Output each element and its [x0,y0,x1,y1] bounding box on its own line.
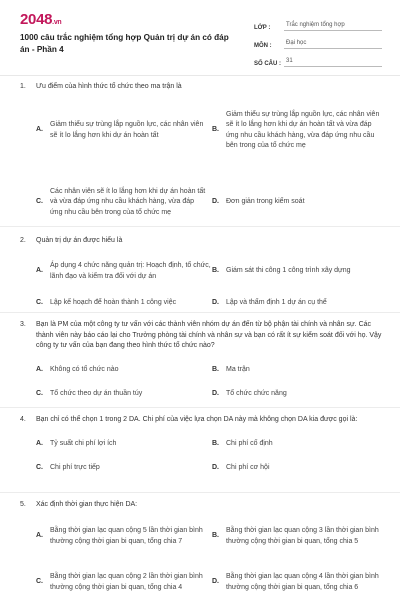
option-letter: A. [36,126,43,134]
option-text: Các nhân viên sẽ ít lo lắng hơn khi dự án hoàn tất và vừa đáp ứng nhu cầu khách hàng, vừa đáp ứng nhu cầu bên trong của tổ chức mẹ [50,187,206,216]
option-a[interactable] [36,519,212,555]
option-letter: D. [212,198,219,206]
document-title: 1000 câu trắc nghiệm tổng hợp Quản trị dự án có đáp án - Phần 4 [20,33,229,54]
question-text: Bạn chỉ có thể chọn 1 trong 2 DA. Chi phí của việc lựa chọn DA này mà không chọn DA kia được gọi là: [36,416,358,423]
options-group [20,360,382,410]
meta-row-subject [254,31,382,49]
option-d[interactable] [212,565,380,600]
question-5 [20,500,382,600]
option-letter: D. [212,578,219,586]
question-divider [0,226,400,227]
options-group [20,255,382,325]
question-3 [20,320,382,410]
option-letter: A. [36,366,43,374]
meta-label: SỐ CÂU : [254,61,281,67]
meta-value: Đại học [284,40,382,49]
option-text: Áp dụng 4 chức năng quản trị: Hoạch định, tổ chức, lãnh đạo và kiểm tra đối với dự án [50,262,211,280]
option-letter: C. [36,198,43,206]
meta-row-class [254,13,382,31]
meta-value: Trắc nghiệm tổng hợp [284,22,382,31]
question-number: 1. [20,83,26,90]
option-letter: B. [212,440,219,448]
option-letter: D. [212,299,219,307]
question-divider [0,492,400,493]
option-text: Giám sát thi công 1 công trình xây dựng [226,267,351,275]
question-number: 2. [20,237,26,244]
option-text: Bằng thời gian lạc quan cộng 2 lần thời gian bình thường cộng thời gian bi quan, tổng chia 4 [50,573,203,591]
meta-value: 31 [284,58,382,67]
question-divider [0,312,400,313]
options-group [20,519,382,600]
option-c[interactable] [36,388,212,402]
options-group [20,434,382,484]
option-text: Ma trận [226,366,250,374]
option-letter: C. [36,299,43,307]
option-letter: B. [212,267,219,275]
question-number: 4. [20,416,26,423]
option-letter: C. [36,464,43,472]
logo-main: 2048 [20,11,53,28]
option-letter: D. [212,464,219,472]
option-d[interactable] [212,173,380,233]
option-letter: B. [212,532,219,540]
option-letter: C. [36,390,43,398]
question-text: Ưu điểm của hình thức tổ chức theo ma trận là [36,83,182,90]
option-text: Bằng thời gian lạc quan cộng 5 lần thời gian bình thường cộng thời gian bi quan, tổng chia 7 [50,527,203,545]
option-a[interactable] [36,259,212,285]
option-text: Chi phí cơ hội [226,464,270,472]
option-letter: C. [36,578,43,586]
document-header [0,0,400,76]
meta-label: MÔN : [254,43,272,49]
question-1 [20,82,382,249]
question-4 [20,415,382,484]
option-c[interactable] [36,462,212,476]
question-number: 3. [20,321,26,328]
option-letter: B. [212,126,219,134]
question-stem [20,236,382,247]
option-text: Giảm thiểu sự trùng lắp nguồn lực, các nhân viên sẽ ít lo lắng hơn khi dự án hoàn tất và vừa đáp ứng nhu cầu khách hàng, vừa đáp ứng nhu cầu bên trong của tổ chức mẹ [226,110,380,149]
option-b[interactable] [212,259,380,285]
question-text: Bạn là PM của một công ty tư vấn với các thành viên nhóm dự án đến từ bộ phận tài chính và nhân sự. Các thành viên này báo cáo lại cho Trưởng phòng tài chính và nhân sự và bạn có rất ít sự kiểm soát đối với họ. Vậy công ty tư vấn của bạn đang theo hình thức tổ chức nào? [36,321,382,349]
meta-label: LỚP : [254,25,271,31]
meta-row-count [254,49,382,67]
option-b[interactable] [212,101,380,161]
option-letter: B. [212,366,219,374]
option-d[interactable] [212,297,380,311]
option-letter: A. [36,267,43,275]
option-b[interactable] [212,364,380,378]
option-c[interactable] [36,297,212,311]
option-a[interactable] [36,364,212,378]
option-text: Tổ chức theo dự án thuần túy [50,390,143,398]
option-a[interactable] [36,109,208,153]
option-letter: D. [212,390,219,398]
option-text: Giảm thiểu sự trùng lắp nguồn lực, các nhân viên sẽ ít lo lắng hơn khi dự án hoàn tất [50,121,204,139]
question-stem [20,320,382,352]
question-stem [20,500,382,511]
option-b[interactable] [212,438,380,452]
logo-tld: .vn [52,19,62,26]
meta-block [254,13,382,67]
option-text: Bằng thời gian lạc quan cộng 3 lần thời gian bình thường cộng thời gian bi quan, tổng chia 5 [226,527,379,545]
option-c[interactable] [36,173,208,233]
option-text: Chi phí cố định [226,440,273,448]
question-text: Xác định thời gian thực hiện DA: [36,501,138,508]
option-text: Bằng thời gian lạc quan cộng 4 lần thời gian bình thường cộng thời gian bi quan, tổng chia 6 [226,573,379,591]
option-d[interactable] [212,388,380,402]
option-text: Chi phí trực tiếp [50,464,100,472]
question-stem [20,415,382,426]
option-text: Tổ chức chức năng [226,390,287,398]
site-logo[interactable] [20,11,61,28]
option-c[interactable] [36,565,212,600]
option-b[interactable] [212,519,380,555]
option-d[interactable] [212,462,380,476]
option-a[interactable] [36,438,212,452]
option-letter: A. [36,440,43,448]
option-text: Không có tổ chức nào [50,366,119,374]
question-number: 5. [20,501,26,508]
question-stem [20,82,382,93]
option-text: Tỷ suất chi phí lợi ích [50,440,117,448]
option-letter: A. [36,532,43,540]
option-text: Lập và thẩm định 1 dự án cụ thể [226,299,327,307]
option-text: Lập kế hoạch để hoàn thành 1 công việc [50,299,177,307]
question-text: Quản trị dự án được hiểu là [36,237,123,244]
option-text: Đơn giản trong kiểm soát [226,198,305,206]
header-divider [0,75,400,76]
question-divider [0,407,400,408]
